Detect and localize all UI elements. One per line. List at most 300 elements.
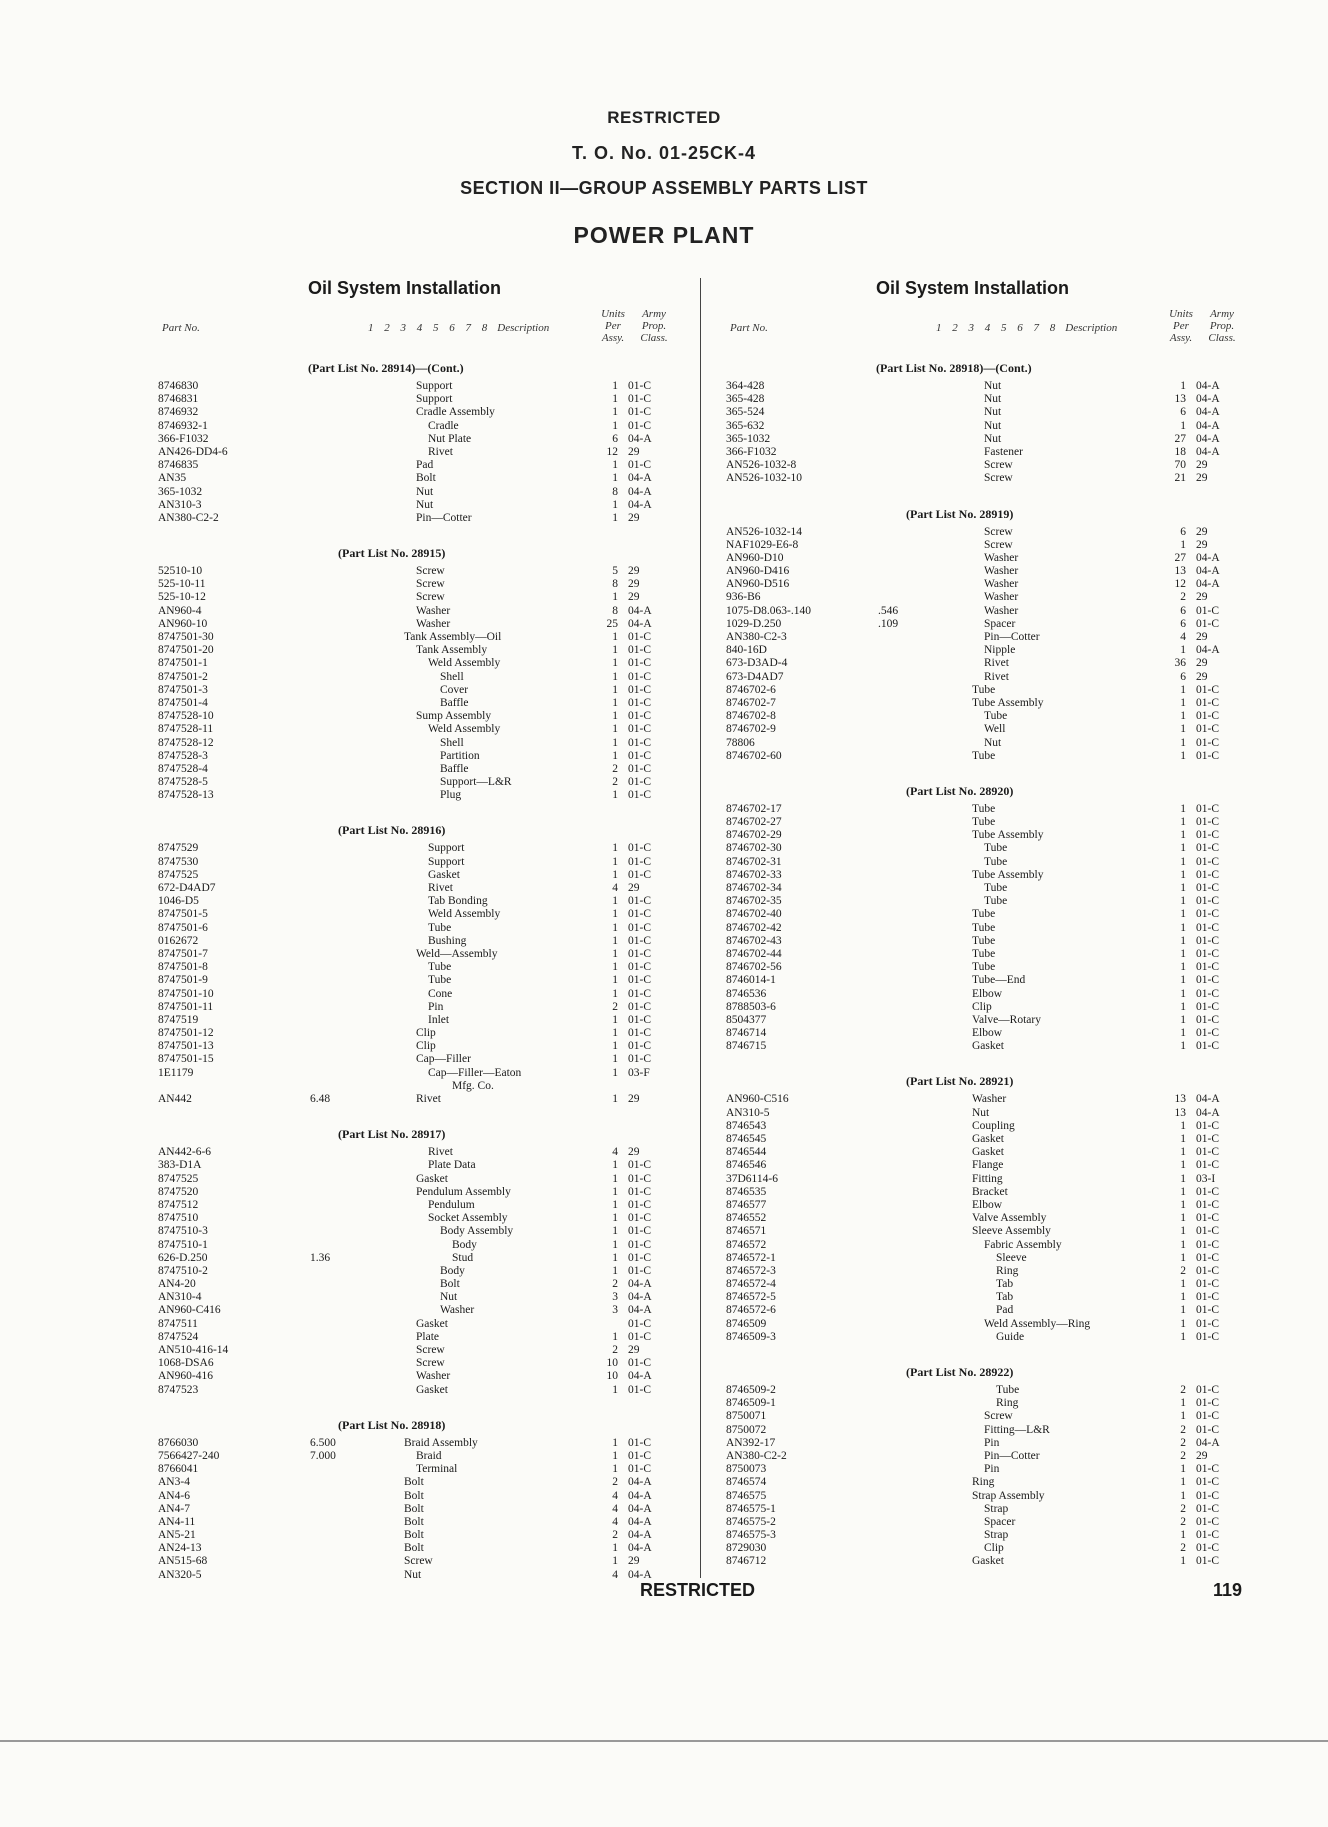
units-per-assembly: 1 bbox=[1180, 1172, 1186, 1185]
part-description: Screw bbox=[416, 1357, 445, 1370]
army-prop-class: 01-C bbox=[1196, 723, 1219, 736]
army-prop-class: 04-A bbox=[628, 617, 652, 630]
part-number: 8766041 bbox=[158, 1463, 199, 1476]
army-prop-class: 01-C bbox=[628, 657, 651, 670]
part-number: 365-1032 bbox=[726, 432, 771, 445]
army-prop-class: 01-C bbox=[628, 1212, 651, 1225]
parts-row bbox=[726, 737, 1244, 750]
parts-row bbox=[726, 1291, 1244, 1304]
part-description: Weld Assembly—Ring bbox=[984, 1317, 1091, 1330]
part-description: Washer bbox=[972, 1093, 1007, 1106]
army-prop-class: 01-C bbox=[1196, 1291, 1219, 1304]
army-prop-class: 01-C bbox=[1196, 1040, 1219, 1053]
army-prop-class: 01-C bbox=[628, 1000, 651, 1013]
part-description: Screw bbox=[416, 565, 445, 578]
header-levels-digits: 1 2 3 4 5 6 7 8 bbox=[936, 322, 1060, 334]
army-prop-class: 01-C bbox=[1196, 1027, 1219, 1040]
units-per-assembly: 1 bbox=[1180, 842, 1186, 855]
units-per-assembly: 8 bbox=[612, 578, 618, 591]
part-number: 8747510-3 bbox=[158, 1225, 208, 1238]
part-number: AN3-4 bbox=[158, 1476, 190, 1489]
security-marking-top: RESTRICTED bbox=[607, 108, 721, 127]
units-per-assembly: 27 bbox=[1174, 432, 1186, 445]
part-description: Gasket bbox=[416, 1383, 448, 1396]
units-per-assembly: 70 bbox=[1174, 459, 1186, 472]
part-description: Tube bbox=[984, 882, 1008, 894]
part-description: Braid bbox=[416, 1449, 442, 1462]
part-description: Tube bbox=[972, 816, 996, 829]
part-number: 8746702-34 bbox=[726, 882, 782, 894]
units-per-assembly: 8 bbox=[612, 604, 618, 617]
part-description: Plug bbox=[440, 789, 462, 802]
army-prop-class: 01-C bbox=[1196, 829, 1219, 842]
right-parts-list bbox=[726, 358, 1244, 1569]
part-number: AN442-6-6 bbox=[158, 1146, 212, 1159]
parts-row bbox=[726, 697, 1244, 710]
part-description: Bolt bbox=[440, 1278, 460, 1291]
army-prop-class: 01-C bbox=[628, 1238, 651, 1251]
page-title: POWER PLANT bbox=[573, 222, 755, 248]
units-per-assembly: 6 bbox=[1180, 617, 1186, 630]
army-prop-class: 01-C bbox=[1196, 882, 1219, 894]
part-description: Tube Assembly bbox=[972, 696, 1044, 709]
part-list-group-heading bbox=[158, 358, 680, 380]
parts-row bbox=[158, 446, 680, 459]
units-per-assembly: 1 bbox=[612, 1212, 618, 1225]
parts-row bbox=[726, 1014, 1244, 1027]
part-description: Nut bbox=[416, 485, 434, 498]
army-prop-class: 01-C bbox=[628, 1264, 651, 1277]
army-prop-class: 01-C bbox=[1196, 974, 1219, 987]
part-list-group-heading bbox=[158, 1124, 680, 1146]
army-prop-class: 01-C bbox=[1196, 1515, 1219, 1528]
army-prop-class: 29 bbox=[628, 1555, 640, 1568]
part-description: Tube bbox=[972, 908, 996, 921]
part-description: Strap bbox=[984, 1502, 1009, 1515]
parts-row bbox=[726, 750, 1244, 763]
units-per-assembly: 1 bbox=[612, 710, 618, 723]
parts-row bbox=[726, 1027, 1244, 1040]
army-prop-class: 29 bbox=[628, 565, 640, 578]
parts-row bbox=[158, 1146, 680, 1159]
part-description: Screw bbox=[984, 472, 1013, 485]
units-per-assembly: 2 bbox=[1180, 1436, 1186, 1449]
part-description: Screw bbox=[416, 1344, 445, 1356]
part-description: Washer bbox=[440, 1304, 475, 1317]
parts-row bbox=[726, 526, 1244, 539]
parts-row bbox=[158, 618, 680, 631]
part-description: Tank Assembly bbox=[416, 644, 488, 657]
army-prop-class: 01-C bbox=[628, 1053, 651, 1066]
army-prop-class: 01-C bbox=[628, 908, 651, 921]
part-description: Spacer bbox=[984, 617, 1016, 630]
parts-row bbox=[158, 565, 680, 578]
parts-row bbox=[158, 1331, 680, 1344]
part-number: 8747525 bbox=[158, 1172, 199, 1185]
parts-row bbox=[158, 1225, 680, 1238]
part-number: 8746932-1 bbox=[158, 419, 208, 432]
parts-row bbox=[726, 393, 1244, 406]
parts-row bbox=[726, 657, 1244, 670]
part-number: AN310-3 bbox=[158, 498, 202, 511]
parts-row bbox=[726, 1331, 1244, 1344]
part-description: Weld—Assembly bbox=[416, 947, 498, 960]
part-list-group-heading bbox=[726, 358, 1244, 380]
units-per-assembly: 1 bbox=[1180, 816, 1186, 829]
parts-row bbox=[158, 948, 680, 961]
part-description: Tube bbox=[428, 974, 452, 987]
parts-row bbox=[726, 1397, 1244, 1410]
page-number: 119 bbox=[1213, 1580, 1243, 1600]
part-number: 1046-D5 bbox=[158, 895, 199, 908]
units-per-assembly: 1 bbox=[612, 868, 618, 881]
part-number: 8746702-60 bbox=[726, 749, 782, 762]
part-number: AN4-20 bbox=[158, 1278, 196, 1291]
parts-row bbox=[158, 671, 680, 684]
parts-row bbox=[158, 644, 680, 657]
parts-row bbox=[726, 433, 1244, 446]
army-prop-class: 01-C bbox=[1196, 617, 1219, 630]
part-number: AN442 bbox=[158, 1093, 192, 1105]
part-description: Body bbox=[440, 1264, 465, 1277]
part-number: 365-428 bbox=[726, 393, 765, 406]
part-number: 8746543 bbox=[726, 1119, 767, 1132]
parts-row bbox=[726, 908, 1244, 921]
part-description: Tube Assembly bbox=[972, 868, 1044, 881]
units-per-assembly: 1 bbox=[1180, 1555, 1186, 1568]
part-number: AN960-D10 bbox=[726, 551, 784, 564]
part-number: 365-632 bbox=[726, 419, 765, 432]
units-per-assembly: 4 bbox=[612, 1489, 618, 1502]
army-prop-class: 01-C bbox=[628, 1198, 651, 1211]
units-per-assembly: 1 bbox=[1180, 908, 1186, 921]
part-number: 8746571 bbox=[726, 1225, 767, 1238]
army-prop-class: 01-C bbox=[628, 868, 651, 881]
part-description: Bolt bbox=[404, 1529, 424, 1542]
parts-row bbox=[158, 697, 680, 710]
units-per-assembly: 1 bbox=[1180, 1198, 1186, 1211]
parts-row bbox=[158, 657, 680, 670]
part-number: 8747501-8 bbox=[158, 961, 208, 974]
units-per-assembly: 1 bbox=[612, 511, 618, 524]
parts-row bbox=[158, 1291, 680, 1304]
units-per-assembly: 1 bbox=[1180, 974, 1186, 987]
parts-row bbox=[726, 856, 1244, 869]
units-per-assembly: 4 bbox=[612, 1146, 618, 1159]
part-number: 8747530 bbox=[158, 855, 199, 868]
part-number: 366-F1032 bbox=[158, 432, 209, 445]
part-description: Clip bbox=[416, 1027, 436, 1040]
units-per-assembly: 2 bbox=[612, 1529, 618, 1542]
army-prop-class: 01-C bbox=[628, 1185, 651, 1198]
part-number: AN526-1032-14 bbox=[726, 525, 803, 538]
part-description: Tube bbox=[972, 921, 996, 934]
part-description: Nut bbox=[984, 393, 1002, 406]
part-description: Clip bbox=[972, 1000, 992, 1013]
units-per-assembly: 1 bbox=[612, 1159, 618, 1172]
army-prop-class: 04-A bbox=[628, 498, 652, 511]
document-number: T. O. No. 01-25CK-4 bbox=[571, 143, 757, 163]
units-per-assembly: 1 bbox=[612, 908, 618, 921]
part-number: 8746830 bbox=[158, 380, 199, 392]
part-number: AN5-21 bbox=[158, 1529, 196, 1542]
parts-row bbox=[726, 1410, 1244, 1423]
part-description: Nut Plate bbox=[428, 432, 472, 445]
part-description: Well bbox=[984, 723, 1006, 736]
army-prop-class: 01-C bbox=[628, 1013, 651, 1026]
army-prop-class: 03-F bbox=[628, 1066, 650, 1079]
part-description: Tab Bonding bbox=[428, 895, 488, 908]
part-list-group-heading bbox=[158, 1415, 680, 1437]
group-heading-text: (Part List No. 28918) bbox=[338, 1417, 446, 1432]
army-prop-class: 01-C bbox=[628, 762, 651, 775]
parts-row bbox=[726, 1265, 1244, 1278]
part-description: Sump Assembly bbox=[416, 710, 492, 723]
parts-row bbox=[726, 1542, 1244, 1555]
units-per-assembly: 1 bbox=[612, 961, 618, 974]
part-description: Rivet bbox=[984, 657, 1009, 670]
group-heading-text: (Part List No. 28918)—(Cont.) bbox=[876, 361, 1032, 375]
header-part-no: Part No. bbox=[730, 322, 768, 334]
dimension-value: 7.000 bbox=[310, 1449, 336, 1462]
parts-row bbox=[726, 723, 1244, 736]
units-per-assembly: 1 bbox=[1180, 1463, 1186, 1476]
units-per-assembly: 1 bbox=[1180, 1133, 1186, 1145]
part-number: 8746545 bbox=[726, 1133, 767, 1145]
part-number: AN960-C516 bbox=[726, 1093, 789, 1106]
army-prop-class: 29 bbox=[1196, 525, 1208, 538]
part-description: Tube bbox=[428, 961, 452, 974]
army-prop-class: 01-C bbox=[628, 380, 651, 392]
part-number: AN380-C2-2 bbox=[158, 511, 219, 524]
units-per-assembly: 1 bbox=[612, 1198, 618, 1211]
army-prop-class: 01-C bbox=[628, 1040, 651, 1053]
parts-row bbox=[158, 605, 680, 618]
army-prop-class: 01-C bbox=[1196, 1013, 1219, 1026]
header-units: Units Per Assy. bbox=[1169, 308, 1193, 344]
part-number: 8746575-2 bbox=[726, 1515, 776, 1528]
part-description: Cone bbox=[428, 987, 453, 1000]
units-per-assembly: 1 bbox=[1180, 1330, 1186, 1343]
part-number: 672-D4AD7 bbox=[158, 882, 216, 894]
army-prop-class: 01-C bbox=[1196, 1476, 1219, 1489]
part-number: 8746932 bbox=[158, 406, 199, 419]
parts-row bbox=[158, 433, 680, 446]
part-description: Gasket bbox=[972, 1146, 1004, 1159]
army-prop-class: 01-C bbox=[1196, 1264, 1219, 1277]
units-per-assembly: 21 bbox=[1174, 472, 1186, 485]
units-per-assembly: 1 bbox=[1180, 736, 1186, 749]
army-prop-class: 01-C bbox=[1196, 1489, 1219, 1502]
part-description: Gasket bbox=[428, 868, 460, 881]
army-prop-class: 01-C bbox=[1196, 1397, 1219, 1410]
parts-row bbox=[726, 842, 1244, 855]
parts-row bbox=[158, 512, 680, 525]
parts-row bbox=[158, 1067, 680, 1080]
army-prop-class: 01-C bbox=[1196, 683, 1219, 696]
units-per-assembly: 6 bbox=[612, 432, 618, 445]
units-per-assembly: 1 bbox=[1180, 1040, 1186, 1053]
parts-row bbox=[726, 1120, 1244, 1133]
units-per-assembly: 1 bbox=[612, 934, 618, 947]
part-number: 52510-10 bbox=[158, 565, 203, 578]
parts-row bbox=[158, 935, 680, 948]
army-prop-class: 29 bbox=[1196, 591, 1208, 604]
part-description: Nut bbox=[984, 736, 1002, 749]
part-number: 365-524 bbox=[726, 406, 765, 419]
part-number: 8746712 bbox=[726, 1555, 767, 1568]
dimension-value: .109 bbox=[878, 617, 899, 630]
part-description: Elbow bbox=[972, 987, 1003, 1000]
part-description: Screw bbox=[984, 525, 1013, 538]
army-prop-class: 04-A bbox=[1196, 565, 1220, 578]
army-prop-class: 29 bbox=[1196, 657, 1208, 670]
army-prop-class: 29 bbox=[628, 578, 640, 591]
army-prop-class: 04-A bbox=[1196, 380, 1220, 392]
army-prop-class: 04-A bbox=[1196, 551, 1220, 564]
part-description: Support—L&R bbox=[440, 776, 512, 789]
header-army-class: Army Prop. Class. bbox=[1208, 308, 1236, 344]
units-per-assembly: 1 bbox=[612, 1027, 618, 1040]
header-levels-digits: 1 2 3 4 5 6 7 8 bbox=[368, 322, 492, 334]
row-spacer bbox=[158, 802, 680, 820]
army-prop-class: 01-C bbox=[628, 842, 651, 855]
part-description: Strap bbox=[984, 1529, 1009, 1542]
units-per-assembly: 1 bbox=[612, 947, 618, 960]
part-description: Bolt bbox=[404, 1542, 424, 1555]
part-number: 8746715 bbox=[726, 1040, 767, 1053]
parts-row bbox=[726, 591, 1244, 604]
units-per-assembly: 1 bbox=[612, 1066, 618, 1079]
parts-row bbox=[726, 922, 1244, 935]
parts-row bbox=[726, 1146, 1244, 1159]
army-prop-class: 01-C bbox=[1196, 1185, 1219, 1198]
part-number: AN526-1032-8 bbox=[726, 459, 797, 472]
army-prop-class: 01-C bbox=[1196, 1159, 1219, 1172]
part-description: Screw bbox=[984, 1410, 1013, 1423]
army-prop-class: 01-C bbox=[1196, 1198, 1219, 1211]
row-spacer bbox=[726, 1053, 1244, 1071]
parts-row bbox=[726, 1159, 1244, 1172]
army-prop-class: 01-C bbox=[628, 736, 651, 749]
part-description: Socket Assembly bbox=[428, 1212, 508, 1225]
units-per-assembly: 1 bbox=[1180, 987, 1186, 1000]
part-description: Support bbox=[416, 380, 453, 392]
group-heading-text: (Part List No. 28917) bbox=[338, 1127, 446, 1142]
units-per-assembly: 36 bbox=[1174, 657, 1186, 670]
units-per-assembly: 1 bbox=[612, 1013, 618, 1026]
header-indent-levels bbox=[936, 322, 1117, 334]
army-prop-class: 01-C bbox=[1196, 736, 1219, 749]
army-prop-class: 04-A bbox=[1196, 578, 1220, 591]
units-per-assembly: 1 bbox=[1180, 1317, 1186, 1330]
parts-row bbox=[726, 1199, 1244, 1212]
part-description: Stud bbox=[452, 1251, 474, 1264]
army-prop-class: 01-C bbox=[628, 987, 651, 1000]
parts-row bbox=[158, 1555, 680, 1568]
part-number: 8746572-5 bbox=[726, 1291, 776, 1304]
part-number: 8746702-27 bbox=[726, 816, 782, 829]
part-number: 8747528-11 bbox=[158, 723, 214, 736]
units-per-assembly: 5 bbox=[612, 565, 618, 578]
parts-row bbox=[726, 1001, 1244, 1014]
part-number: AN426-DD4-6 bbox=[158, 445, 228, 458]
part-number: 8746575 bbox=[726, 1489, 767, 1502]
units-per-assembly: 1 bbox=[612, 974, 618, 987]
part-number: 8747528-3 bbox=[158, 749, 208, 762]
part-number: 8746831 bbox=[158, 393, 199, 406]
army-prop-class: 01-C bbox=[628, 1383, 651, 1396]
part-number: 8747501-15 bbox=[158, 1053, 214, 1066]
part-number: AN35 bbox=[158, 472, 187, 485]
part-description: Nut bbox=[404, 1568, 422, 1581]
army-prop-class: 01-C bbox=[628, 789, 651, 802]
army-prop-class: 01-C bbox=[1196, 1212, 1219, 1225]
parts-row bbox=[158, 1304, 680, 1317]
part-number: 365-1032 bbox=[158, 485, 203, 498]
units-per-assembly: 4 bbox=[612, 1502, 618, 1515]
part-description: Elbow bbox=[972, 1198, 1003, 1211]
part-number: 8746702-7 bbox=[726, 696, 776, 709]
part-number: 8747501-13 bbox=[158, 1040, 214, 1053]
army-prop-class: 01-C bbox=[628, 1449, 651, 1462]
part-description: Rivet bbox=[428, 1146, 453, 1159]
army-prop-class: 01-C bbox=[1196, 921, 1219, 934]
part-description: Shell bbox=[440, 670, 464, 683]
parts-row bbox=[158, 1318, 680, 1331]
army-prop-class: 01-C bbox=[1196, 934, 1219, 947]
header-description: Description bbox=[497, 322, 550, 334]
part-number: 8766030 bbox=[158, 1436, 199, 1449]
part-list-group-heading bbox=[158, 820, 680, 842]
part-description: Partition bbox=[440, 749, 480, 762]
units-per-assembly: 1 bbox=[1180, 538, 1186, 551]
part-number: 8746702-42 bbox=[726, 921, 782, 934]
army-prop-class: 01-C bbox=[1196, 842, 1219, 855]
units-per-assembly: 1 bbox=[612, 1449, 618, 1462]
row-spacer bbox=[726, 763, 1244, 781]
part-number: 8747501-12 bbox=[158, 1027, 214, 1040]
parts-row bbox=[158, 1239, 680, 1252]
part-description: Pendulum Assembly bbox=[416, 1185, 511, 1198]
army-prop-class: 04-A bbox=[1196, 432, 1220, 445]
part-description: Bolt bbox=[404, 1515, 424, 1528]
parts-row bbox=[158, 763, 680, 776]
part-description: Pad bbox=[416, 459, 434, 472]
units-per-assembly: 1 bbox=[612, 1383, 618, 1396]
part-description: Weld Assembly bbox=[428, 908, 501, 921]
parts-row bbox=[726, 420, 1244, 433]
part-description: Nut bbox=[972, 1106, 990, 1119]
army-prop-class: 04-A bbox=[1196, 644, 1220, 657]
part-number: 8746544 bbox=[726, 1146, 767, 1159]
parts-row bbox=[158, 499, 680, 512]
parts-row bbox=[726, 1476, 1244, 1489]
army-prop-class: 01-C bbox=[628, 1330, 651, 1343]
part-description: Elbow bbox=[972, 1027, 1003, 1040]
army-prop-class: 01-C bbox=[1196, 1225, 1219, 1238]
part-description: Washer bbox=[416, 617, 451, 630]
army-prop-class: 01-C bbox=[628, 947, 651, 960]
parts-row bbox=[726, 406, 1244, 419]
part-number: 8504377 bbox=[726, 1013, 767, 1026]
part-number: AN4-7 bbox=[158, 1502, 190, 1515]
part-description: Washer bbox=[416, 604, 451, 617]
part-list-group-heading bbox=[726, 781, 1244, 803]
units-per-assembly: 1 bbox=[612, 591, 618, 604]
parts-row bbox=[726, 1516, 1244, 1529]
units-per-assembly: 1 bbox=[1180, 419, 1186, 432]
